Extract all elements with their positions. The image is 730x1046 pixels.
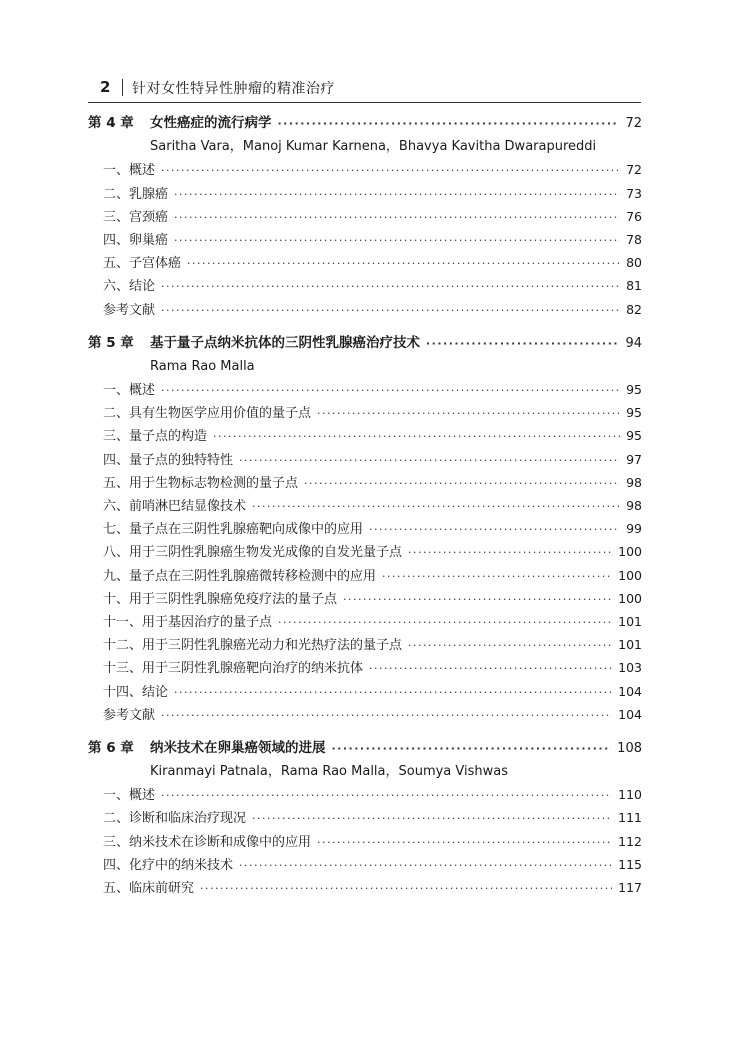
dot-leader <box>213 425 620 448</box>
book-title: 针对女性特异性肿瘤的精准治疗 <box>132 81 335 97</box>
entry-title: 四、量子点的独特特性 <box>103 452 234 468</box>
table-of-contents <box>88 112 642 899</box>
entry-title: 参考文献 <box>103 302 156 318</box>
dot-leader <box>200 877 612 900</box>
dot-leader <box>252 807 612 830</box>
chapter-page: 108 <box>617 740 642 756</box>
entry-title: 四、卵巢癌 <box>103 232 169 248</box>
toc-entry[interactable] <box>88 298 642 321</box>
entry-page: 115 <box>618 856 642 872</box>
entry-title: 二、乳腺癌 <box>103 186 169 202</box>
chapter-spacer <box>88 726 642 737</box>
dot-leader <box>239 854 612 877</box>
chapter-page: 94 <box>625 335 642 351</box>
toc-entry[interactable] <box>88 205 642 228</box>
chapter-title: 女性癌症的流行病学 <box>150 115 272 131</box>
dot-leader <box>252 495 620 518</box>
toc-entry[interactable] <box>88 494 642 517</box>
entry-page: 103 <box>618 660 642 676</box>
entry-page: 95 <box>626 382 642 398</box>
entry-title: 十三、用于三阴性乳腺癌靶向治疗的纳米抗体 <box>103 661 364 677</box>
chapter-heading[interactable] <box>88 112 642 135</box>
dot-leader <box>382 565 612 588</box>
entry-title: 八、用于三阴性乳腺癌生物发光成像的自发光量子点 <box>103 545 403 561</box>
entry-page: 104 <box>618 683 642 699</box>
entry-page: 95 <box>626 428 642 444</box>
chapter-label: 第 5 章 <box>88 334 134 351</box>
entry-title: 十四、结论 <box>103 684 169 700</box>
chapter-authors: Kiranmayi Patnala，Rama Rao Malla，Soumya Vishwas <box>150 764 509 780</box>
toc-entry[interactable] <box>88 853 642 876</box>
toc-entry[interactable] <box>88 424 642 447</box>
dot-leader <box>161 784 612 807</box>
toc-entry[interactable] <box>88 680 642 703</box>
toc-entry[interactable] <box>88 806 642 829</box>
toc-entry[interactable] <box>88 876 642 899</box>
toc-entry[interactable] <box>88 703 642 726</box>
entry-page: 117 <box>618 880 642 895</box>
toc-entry[interactable] <box>88 251 642 274</box>
toc-entry[interactable] <box>88 540 642 563</box>
entry-page: 111 <box>618 810 642 826</box>
entry-page: 78 <box>626 231 642 247</box>
dot-leader <box>174 681 612 704</box>
page-header <box>88 78 641 103</box>
toc-entry[interactable] <box>88 182 642 205</box>
entry-title: 六、结论 <box>103 279 156 295</box>
entry-page: 101 <box>618 613 642 629</box>
toc-entry[interactable] <box>88 401 642 424</box>
chapter-heading[interactable] <box>88 332 642 355</box>
toc-entry[interactable] <box>88 517 642 540</box>
dot-leader <box>161 704 612 727</box>
chapter-page: 72 <box>625 116 642 131</box>
entry-page: 104 <box>618 706 642 722</box>
dot-leader <box>408 634 612 657</box>
entry-title: 十、用于三阴性乳腺癌免疫疗法的量子点 <box>103 591 338 607</box>
entry-title: 参考文献 <box>103 707 156 723</box>
dot-leader <box>426 332 619 355</box>
entry-title: 二、诊断和临床治疗现况 <box>103 811 247 827</box>
entry-page: 82 <box>626 301 642 317</box>
dot-leader <box>369 657 612 680</box>
entry-page: 76 <box>626 208 642 224</box>
chapter-spacer <box>88 321 642 332</box>
toc-entry[interactable] <box>88 587 642 610</box>
entry-page: 101 <box>618 637 642 653</box>
dot-leader <box>317 831 612 854</box>
toc-entry[interactable] <box>88 378 642 401</box>
entry-page: 100 <box>618 544 642 560</box>
entry-title: 五、用于生物标志物检测的量子点 <box>103 475 299 491</box>
toc-entry[interactable] <box>88 228 642 251</box>
dot-leader <box>174 229 620 252</box>
chapter-authors: Saritha Vara，Manoj Kumar Karnena，Bhavya Kavitha Dwarapureddi <box>150 139 597 155</box>
page-number: 2 <box>100 78 111 96</box>
dot-leader <box>317 402 620 425</box>
entry-page: 100 <box>618 590 642 606</box>
dot-leader <box>161 275 620 298</box>
chapter-authors: Rama Rao Malla <box>150 358 255 374</box>
entry-page: 100 <box>618 567 642 583</box>
entry-page: 98 <box>626 474 642 490</box>
entry-title: 三、纳米技术在诊断和成像中的应用 <box>103 834 312 850</box>
entry-page: 112 <box>618 833 642 849</box>
dot-leader <box>278 611 612 634</box>
entry-title: 五、子宫体癌 <box>103 256 182 272</box>
toc-entry[interactable] <box>88 448 642 471</box>
entry-title: 一、概述 <box>103 788 156 804</box>
entry-title: 六、前哨淋巴结显像技术 <box>103 499 247 514</box>
entry-title: 一、概述 <box>103 163 156 179</box>
chapter-label: 第 6 章 <box>88 739 134 756</box>
dot-leader <box>343 588 612 611</box>
entry-page: 98 <box>626 498 642 513</box>
dot-leader <box>161 159 620 182</box>
entry-page: 97 <box>626 451 642 467</box>
entry-title: 四、化疗中的纳米技术 <box>103 857 234 873</box>
toc-entry[interactable] <box>88 610 642 633</box>
chapter-title: 纳米技术在卵巢癌领域的进展 <box>150 739 326 756</box>
dot-leader <box>174 183 620 206</box>
entry-title: 十一、用于基因治疗的量子点 <box>103 614 273 630</box>
dot-leader <box>174 206 620 229</box>
entry-title: 三、量子点的构造 <box>103 429 208 445</box>
entry-page: 95 <box>626 405 642 421</box>
dot-leader <box>304 472 620 495</box>
dot-leader <box>369 518 620 541</box>
toc-entry[interactable] <box>88 656 642 679</box>
dot-leader <box>187 252 620 275</box>
entry-title: 五、临床前研究 <box>103 881 195 896</box>
toc-entry[interactable] <box>88 471 642 494</box>
entry-title: 九、量子点在三阴性乳腺癌微转移检测中的应用 <box>103 568 377 584</box>
chapter-title: 基于量子点纳米抗体的三阴性乳腺癌治疗技术 <box>150 334 420 351</box>
entry-page: 110 <box>618 787 642 803</box>
entry-title: 一、概述 <box>103 383 156 399</box>
toc-entry[interactable] <box>88 783 642 806</box>
toc-entry[interactable] <box>88 158 642 181</box>
entry-title: 三、宫颈癌 <box>103 209 169 225</box>
chapter-label: 第 4 章 <box>88 115 134 131</box>
entry-title: 二、具有生物医学应用价值的量子点 <box>103 406 312 422</box>
entry-page: 80 <box>626 255 642 271</box>
entry-page: 72 <box>626 162 642 178</box>
dot-leader <box>239 449 620 472</box>
entry-title: 十二、用于三阴性乳腺癌光动力和光热疗法的量子点 <box>103 638 403 654</box>
dot-leader <box>332 737 612 760</box>
chapter-heading[interactable] <box>88 737 642 760</box>
toc-entry[interactable] <box>88 830 642 853</box>
dot-leader <box>408 541 612 564</box>
toc-entry[interactable] <box>88 274 642 297</box>
entry-page: 81 <box>626 278 642 294</box>
entry-title: 七、量子点在三阴性乳腺癌靶向成像中的应用 <box>103 522 364 538</box>
dot-leader <box>161 379 620 402</box>
entry-page: 99 <box>626 521 642 537</box>
dot-leader <box>278 112 620 135</box>
toc-entry[interactable] <box>88 564 642 587</box>
entry-page: 73 <box>626 185 642 201</box>
dot-leader <box>161 299 620 322</box>
toc-entry[interactable] <box>88 633 642 656</box>
header-divider <box>122 79 123 96</box>
